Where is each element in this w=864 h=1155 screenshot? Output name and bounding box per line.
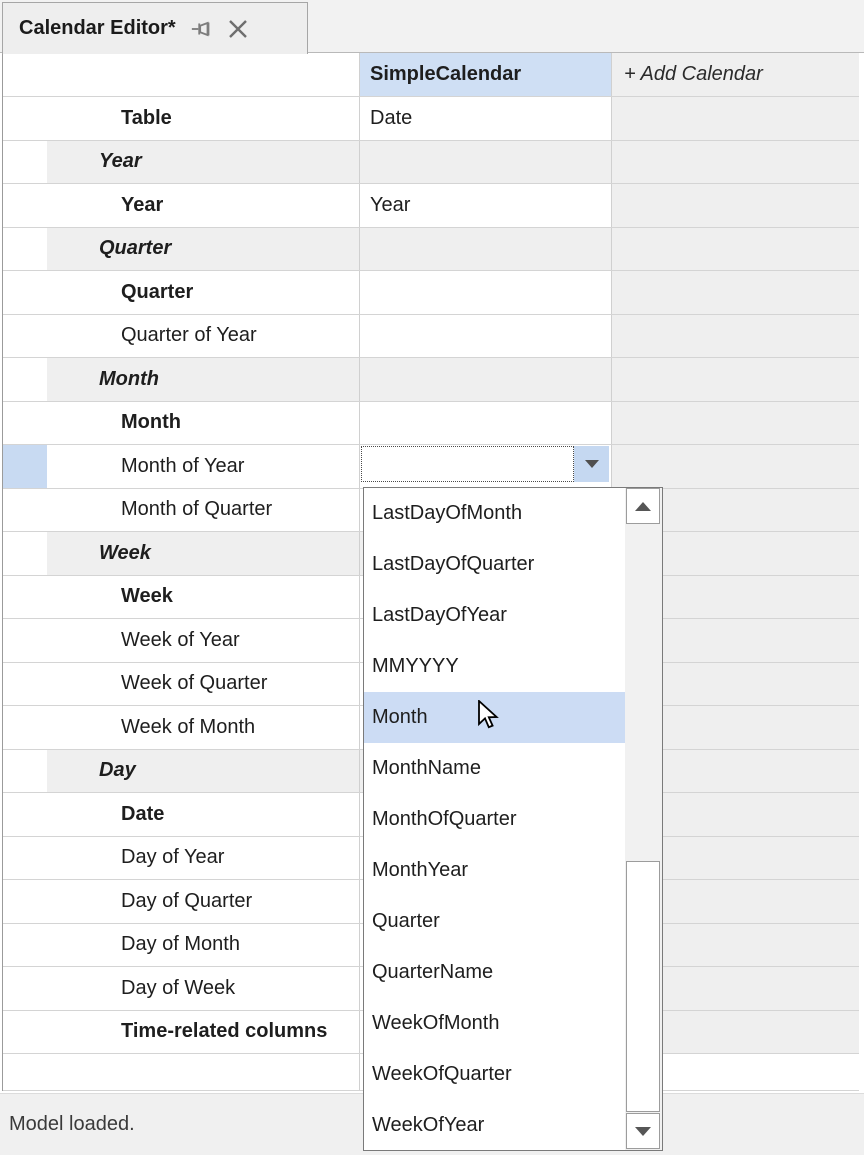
row-label: Date [47,793,360,836]
tab-icons [190,17,250,41]
row-add-cell[interactable] [612,402,859,445]
row-selector[interactable] [3,1011,47,1054]
row-label: Quarter of Year [47,315,360,358]
row-selector[interactable] [3,837,47,880]
row-selector[interactable] [3,97,47,140]
row-label: Day of Year [47,837,360,880]
chevron-down-icon [585,460,599,468]
table-row [3,315,859,359]
tab-calendar-editor[interactable] [2,2,308,54]
row-label: Day of Quarter [47,880,360,923]
table-row [3,402,859,446]
row-selector[interactable] [3,750,47,793]
row-label: Year [47,184,360,227]
dropdown-item[interactable]: QuarterName [372,961,494,983]
table-row [3,228,859,272]
close-icon[interactable] [226,17,250,41]
row-label: Quarter [47,228,360,271]
dropdown-item[interactable]: WeekOfYear [372,1114,485,1136]
tab-strip [0,0,864,53]
table-row [3,97,859,141]
row-label: Week of Year [47,619,360,662]
dropdown-item[interactable]: LastDayOfYear [372,604,507,626]
row-selector[interactable] [3,924,47,967]
tab-title: Calendar Editor* [19,17,176,39]
row-add-cell[interactable] [612,358,859,401]
row-add-cell[interactable] [612,228,859,271]
row-value-cell[interactable]: Year [360,184,612,227]
grid-header-row [3,53,859,97]
row-value-cell[interactable] [360,358,612,401]
row-label: Day of Month [47,924,360,967]
row-label: Week of Month [47,706,360,749]
row-add-cell[interactable] [612,445,859,488]
header-spacer [3,53,47,96]
dropdown-item[interactable]: Quarter [372,910,440,932]
row-label: Time-related columns [47,1011,360,1054]
row-selector[interactable] [3,1054,47,1090]
row-label: Week [47,576,360,619]
row-selector[interactable] [3,271,47,314]
value-editor [361,446,609,482]
header-label-spacer [47,53,360,96]
row-selector[interactable] [3,663,47,706]
status-message: Model loaded. [9,1113,135,1135]
row-add-cell[interactable] [612,97,859,140]
row-label: Table [47,97,360,140]
row-value-cell[interactable]: Date [360,97,612,140]
row-value-cell[interactable] [360,141,612,184]
row-selector[interactable] [3,141,47,184]
dropdown-scrollbar[interactable] [625,488,662,1150]
row-add-cell[interactable] [612,184,859,227]
table-row [3,271,859,315]
dropdown-items [364,488,625,1150]
row-selector[interactable] [3,619,47,662]
row-value-cell[interactable] [360,445,612,488]
table-row [3,358,859,402]
row-selector[interactable] [3,489,47,532]
add-calendar-button[interactable]: + Add Calendar [612,53,859,96]
dropdown-item[interactable]: MonthName [372,757,481,779]
scrollbar-thumb[interactable] [626,861,660,1112]
row-label: Month [47,402,360,445]
row-label: Week of Quarter [47,663,360,706]
dropdown-item[interactable]: LastDayOfQuarter [372,553,535,575]
value-editor-input[interactable] [361,446,574,482]
triangle-up-icon [635,502,651,511]
row-add-cell[interactable] [612,271,859,314]
row-selector[interactable] [3,315,47,358]
row-selector[interactable] [3,445,47,488]
row-value-cell[interactable] [360,271,612,314]
table-row [3,445,859,489]
row-selector[interactable] [3,880,47,923]
row-label: Month [47,358,360,401]
scrollbar-down-button[interactable] [626,1113,660,1149]
dropdown-item[interactable]: LastDayOfMonth [372,502,523,524]
dropdown-item[interactable]: MonthOfQuarter [372,808,517,830]
row-selector[interactable] [3,532,47,575]
row-selector[interactable] [3,402,47,445]
dropdown-open-button[interactable] [574,446,609,482]
row-selector[interactable] [3,184,47,227]
row-value-cell[interactable] [360,402,612,445]
calendar-column-header[interactable]: SimpleCalendar [360,53,612,96]
row-label: Quarter [47,271,360,314]
row-value-cell[interactable] [360,315,612,358]
dropdown-item[interactable]: MonthYear [372,859,468,881]
row-selector[interactable] [3,358,47,401]
row-selector[interactable] [3,793,47,836]
row-selector[interactable] [3,576,47,619]
row-label: Day [47,750,360,793]
row-label: Week [47,532,360,575]
table-row [3,184,859,228]
row-add-cell[interactable] [612,315,859,358]
dropdown-item[interactable]: WeekOfMonth [372,1012,500,1034]
dropdown-item[interactable]: WeekOfQuarter [372,1063,512,1085]
column-dropdown-list [363,487,663,1151]
pin-icon[interactable] [190,17,214,41]
dropdown-item[interactable]: Month [364,692,625,743]
table-row [3,141,859,185]
row-selector[interactable] [3,706,47,749]
row-label: Month of Quarter [47,489,360,532]
row-label [47,1054,360,1090]
row-label: Month of Year [47,445,360,488]
row-value-cell[interactable] [360,228,612,271]
row-add-cell[interactable] [612,141,859,184]
row-label: Year [47,141,360,184]
triangle-down-icon [635,1127,651,1136]
row-selector[interactable] [3,967,47,1010]
row-label: Day of Week [47,967,360,1010]
scrollbar-up-button[interactable] [626,488,660,524]
row-selector[interactable] [3,228,47,271]
dropdown-item[interactable]: MMYYYY [372,655,459,677]
